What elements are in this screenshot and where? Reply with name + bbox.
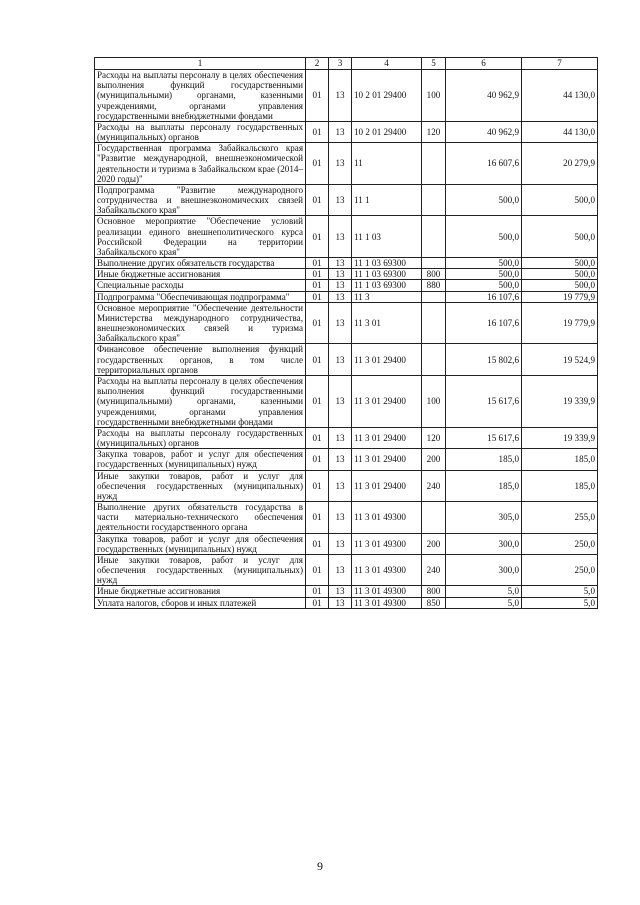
item-name-cell: Иные бюджетные ассигнования bbox=[95, 269, 306, 280]
subsection-code-cell: 13 bbox=[329, 70, 352, 122]
section-code-cell: 01 bbox=[306, 533, 329, 554]
amount-year2-cell: 19 524,9 bbox=[522, 344, 598, 376]
expense-type-cell: 800 bbox=[422, 586, 446, 597]
section-code-cell: 01 bbox=[306, 216, 329, 258]
target-article-cell: 11 3 01 29400 bbox=[352, 344, 422, 376]
amount-year2-cell: 500,0 bbox=[522, 269, 598, 280]
subsection-code-cell: 13 bbox=[329, 184, 352, 216]
table-header-row bbox=[95, 58, 598, 70]
subsection-code-cell: 13 bbox=[329, 280, 352, 291]
expense-type-cell bbox=[422, 184, 446, 216]
subsection-code-cell: 13 bbox=[329, 375, 352, 427]
expense-type-cell: 240 bbox=[422, 554, 446, 586]
amount-year2-cell: 44 130,0 bbox=[522, 121, 598, 142]
item-name-cell: Основное мероприятие "Обеспечение условий реализации единого внешнеполитического курса Российской Федерации на территории Забайкальского края" bbox=[95, 216, 306, 258]
table-body bbox=[95, 70, 598, 609]
target-article-cell: 11 1 03 69300 bbox=[352, 258, 422, 269]
target-article-cell: 10 2 01 29400 bbox=[352, 121, 422, 142]
section-code-cell: 01 bbox=[306, 449, 329, 470]
amount-year1-cell: 15 617,6 bbox=[446, 375, 522, 427]
item-name-cell: Финансовое обеспечение выполнения функций государственных органов, в том числе территориальных органов bbox=[95, 344, 306, 376]
target-article-cell: 11 3 01 49300 bbox=[352, 586, 422, 597]
item-name-cell: Иные закупки товаров, работ и услуг для обеспечения государственных (муниципальных) нужд bbox=[95, 470, 306, 502]
column-header: 3 bbox=[329, 58, 352, 70]
amount-year2-cell: 44 130,0 bbox=[522, 70, 598, 122]
expense-type-cell bbox=[422, 143, 446, 185]
amount-year2-cell: 5,0 bbox=[522, 586, 598, 597]
table-row bbox=[95, 470, 598, 502]
table-row bbox=[95, 184, 598, 216]
item-name-cell: Подпрограмма "Развитие международного сотрудничества и внешнеэкономических связей Забайкальского края" bbox=[95, 184, 306, 216]
target-article-cell: 11 3 bbox=[352, 291, 422, 302]
section-code-cell: 01 bbox=[306, 586, 329, 597]
amount-year1-cell: 16 107,6 bbox=[446, 291, 522, 302]
target-article-cell: 11 1 03 69300 bbox=[352, 269, 422, 280]
amount-year2-cell: 19 779,9 bbox=[522, 291, 598, 302]
column-header: 6 bbox=[446, 58, 522, 70]
table-row bbox=[95, 554, 598, 586]
amount-year1-cell: 5,0 bbox=[446, 597, 522, 608]
expense-type-cell bbox=[422, 344, 446, 376]
item-name-cell: Закупка товаров, работ и услуг для обеспечения государственных (муниципальных) нужд bbox=[95, 533, 306, 554]
item-name-cell: Специальные расходы bbox=[95, 280, 306, 291]
table-row bbox=[95, 280, 598, 291]
table-row bbox=[95, 258, 598, 269]
amount-year1-cell: 15 802,6 bbox=[446, 344, 522, 376]
table-row bbox=[95, 502, 598, 534]
section-code-cell: 01 bbox=[306, 184, 329, 216]
amount-year1-cell: 40 962,9 bbox=[446, 121, 522, 142]
column-header: 5 bbox=[422, 58, 446, 70]
section-code-cell: 01 bbox=[306, 280, 329, 291]
amount-year2-cell: 500,0 bbox=[522, 280, 598, 291]
item-name-cell: Основное мероприятие "Обеспечение деятельности Министерства международного сотрудничества, внешнеэкономических связей и туризма Забайкальского края" bbox=[95, 302, 306, 344]
target-article-cell: 11 3 01 49300 bbox=[352, 533, 422, 554]
table-row bbox=[95, 533, 598, 554]
item-name-cell: Расходы на выплаты персоналу государственных (муниципальных) органов bbox=[95, 427, 306, 448]
table-row bbox=[95, 375, 598, 427]
item-name-cell: Закупка товаров, работ и услуг для обеспечения государственных (муниципальных) нужд bbox=[95, 449, 306, 470]
expense-type-cell bbox=[422, 291, 446, 302]
amount-year2-cell: 500,0 bbox=[522, 258, 598, 269]
amount-year1-cell: 16 607,6 bbox=[446, 143, 522, 185]
page-number: 9 bbox=[317, 859, 323, 873]
subsection-code-cell: 13 bbox=[329, 449, 352, 470]
section-code-cell: 01 bbox=[306, 554, 329, 586]
amount-year2-cell: 250,0 bbox=[522, 554, 598, 586]
section-code-cell: 01 bbox=[306, 121, 329, 142]
section-code-cell: 01 bbox=[306, 375, 329, 427]
subsection-code-cell: 13 bbox=[329, 258, 352, 269]
subsection-code-cell: 13 bbox=[329, 216, 352, 258]
target-article-cell: 11 3 01 bbox=[352, 302, 422, 344]
budget-table bbox=[94, 57, 598, 609]
section-code-cell: 01 bbox=[306, 597, 329, 608]
target-article-cell: 11 bbox=[352, 143, 422, 185]
amount-year1-cell: 500,0 bbox=[446, 216, 522, 258]
subsection-code-cell: 13 bbox=[329, 597, 352, 608]
subsection-code-cell: 13 bbox=[329, 121, 352, 142]
amount-year1-cell: 300,0 bbox=[446, 533, 522, 554]
amount-year1-cell: 5,0 bbox=[446, 586, 522, 597]
table-row bbox=[95, 121, 598, 142]
section-code-cell: 01 bbox=[306, 302, 329, 344]
subsection-code-cell: 13 bbox=[329, 502, 352, 534]
amount-year2-cell: 255,0 bbox=[522, 502, 598, 534]
table-row bbox=[95, 269, 598, 280]
section-code-cell: 01 bbox=[306, 269, 329, 280]
table-row bbox=[95, 70, 598, 122]
item-name-cell: Иные закупки товаров, работ и услуг для обеспечения государственных (муниципальных) нужд bbox=[95, 554, 306, 586]
item-name-cell: Выполнение других обязательств государства bbox=[95, 258, 306, 269]
item-name-cell: Иные бюджетные ассигнования bbox=[95, 586, 306, 597]
target-article-cell: 10 2 01 29400 bbox=[352, 70, 422, 122]
expense-type-cell: 200 bbox=[422, 533, 446, 554]
amount-year2-cell: 185,0 bbox=[522, 449, 598, 470]
target-article-cell: 11 1 03 bbox=[352, 216, 422, 258]
section-code-cell: 01 bbox=[306, 70, 329, 122]
target-article-cell: 11 3 01 49300 bbox=[352, 502, 422, 534]
expense-type-cell: 850 bbox=[422, 597, 446, 608]
target-article-cell: 11 3 01 49300 bbox=[352, 597, 422, 608]
column-header: 2 bbox=[306, 58, 329, 70]
amount-year1-cell: 300,0 bbox=[446, 554, 522, 586]
table-row bbox=[95, 586, 598, 597]
subsection-code-cell: 13 bbox=[329, 143, 352, 185]
expense-type-cell: 880 bbox=[422, 280, 446, 291]
expense-type-cell: 120 bbox=[422, 427, 446, 448]
table-row bbox=[95, 143, 598, 185]
subsection-code-cell: 13 bbox=[329, 302, 352, 344]
subsection-code-cell: 13 bbox=[329, 291, 352, 302]
table-row bbox=[95, 302, 598, 344]
item-name-cell: Подпрограмма "Обеспечивающая подпрограмма" bbox=[95, 291, 306, 302]
subsection-code-cell: 13 bbox=[329, 533, 352, 554]
item-name-cell: Государственная программа Забайкальского края "Развитие международной, внешнеэкономической деятельности и туризма в Забайкальском крае (2014–2020 годы)" bbox=[95, 143, 306, 185]
table-row bbox=[95, 216, 598, 258]
amount-year2-cell: 185,0 bbox=[522, 470, 598, 502]
target-article-cell: 11 3 01 29400 bbox=[352, 375, 422, 427]
target-article-cell: 11 3 01 29400 bbox=[352, 449, 422, 470]
expense-type-cell: 120 bbox=[422, 121, 446, 142]
section-code-cell: 01 bbox=[306, 427, 329, 448]
section-code-cell: 01 bbox=[306, 143, 329, 185]
amount-year2-cell: 500,0 bbox=[522, 216, 598, 258]
amount-year1-cell: 40 962,9 bbox=[446, 70, 522, 122]
amount-year2-cell: 250,0 bbox=[522, 533, 598, 554]
target-article-cell: 11 3 01 29400 bbox=[352, 427, 422, 448]
amount-year1-cell: 500,0 bbox=[446, 258, 522, 269]
section-code-cell: 01 bbox=[306, 258, 329, 269]
section-code-cell: 01 bbox=[306, 502, 329, 534]
subsection-code-cell: 13 bbox=[329, 554, 352, 586]
column-header: 7 bbox=[522, 58, 598, 70]
subsection-code-cell: 13 bbox=[329, 269, 352, 280]
item-name-cell: Выполнение других обязательств государства в части материально-технического обеспечения деятельности государственного органа bbox=[95, 502, 306, 534]
amount-year2-cell: 19 339,9 bbox=[522, 427, 598, 448]
expense-type-cell: 200 bbox=[422, 449, 446, 470]
target-article-cell: 11 1 bbox=[352, 184, 422, 216]
table-row bbox=[95, 427, 598, 448]
section-code-cell: 01 bbox=[306, 344, 329, 376]
item-name-cell: Расходы на выплаты персоналу в целях обеспечения выполнения функций государственными (муниципальными) органами, казенными учреждениями, органами управления государственными внебюджетными фондами bbox=[95, 375, 306, 427]
amount-year2-cell: 20 279,9 bbox=[522, 143, 598, 185]
expense-type-cell bbox=[422, 502, 446, 534]
amount-year1-cell: 500,0 bbox=[446, 280, 522, 291]
subsection-code-cell: 13 bbox=[329, 427, 352, 448]
amount-year1-cell: 185,0 bbox=[446, 449, 522, 470]
section-code-cell: 01 bbox=[306, 291, 329, 302]
column-header: 4 bbox=[352, 58, 422, 70]
table-row bbox=[95, 597, 598, 608]
subsection-code-cell: 13 bbox=[329, 344, 352, 376]
amount-year1-cell: 500,0 bbox=[446, 269, 522, 280]
table-row bbox=[95, 291, 598, 302]
target-article-cell: 11 3 01 29400 bbox=[352, 470, 422, 502]
amount-year2-cell: 19 339,9 bbox=[522, 375, 598, 427]
amount-year1-cell: 305,0 bbox=[446, 502, 522, 534]
amount-year2-cell: 5,0 bbox=[522, 597, 598, 608]
section-code-cell: 01 bbox=[306, 470, 329, 502]
amount-year2-cell: 500,0 bbox=[522, 184, 598, 216]
target-article-cell: 11 3 01 49300 bbox=[352, 554, 422, 586]
expense-type-cell bbox=[422, 258, 446, 269]
expense-type-cell: 240 bbox=[422, 470, 446, 502]
expense-type-cell bbox=[422, 216, 446, 258]
amount-year1-cell: 15 617,6 bbox=[446, 427, 522, 448]
item-name-cell: Расходы на выплаты персоналу государственных (муниципальных) органов bbox=[95, 121, 306, 142]
subsection-code-cell: 13 bbox=[329, 470, 352, 502]
column-header: 1 bbox=[95, 58, 306, 70]
subsection-code-cell: 13 bbox=[329, 586, 352, 597]
table-row bbox=[95, 344, 598, 376]
table-row bbox=[95, 449, 598, 470]
amount-year1-cell: 500,0 bbox=[446, 184, 522, 216]
expense-type-cell: 800 bbox=[422, 269, 446, 280]
expense-type-cell: 100 bbox=[422, 70, 446, 122]
amount-year1-cell: 16 107,6 bbox=[446, 302, 522, 344]
item-name-cell: Расходы на выплаты персоналу в целях обеспечения выполнения функций государственными (муниципальными) органами, казенными учреждениями, органами управления государственными внебюджетными фондами bbox=[95, 70, 306, 122]
amount-year1-cell: 185,0 bbox=[446, 470, 522, 502]
expense-type-cell: 100 bbox=[422, 375, 446, 427]
item-name-cell: Уплата налогов, сборов и иных платежей bbox=[95, 597, 306, 608]
expense-type-cell bbox=[422, 302, 446, 344]
amount-year2-cell: 19 779,9 bbox=[522, 302, 598, 344]
target-article-cell: 11 1 03 69300 bbox=[352, 280, 422, 291]
